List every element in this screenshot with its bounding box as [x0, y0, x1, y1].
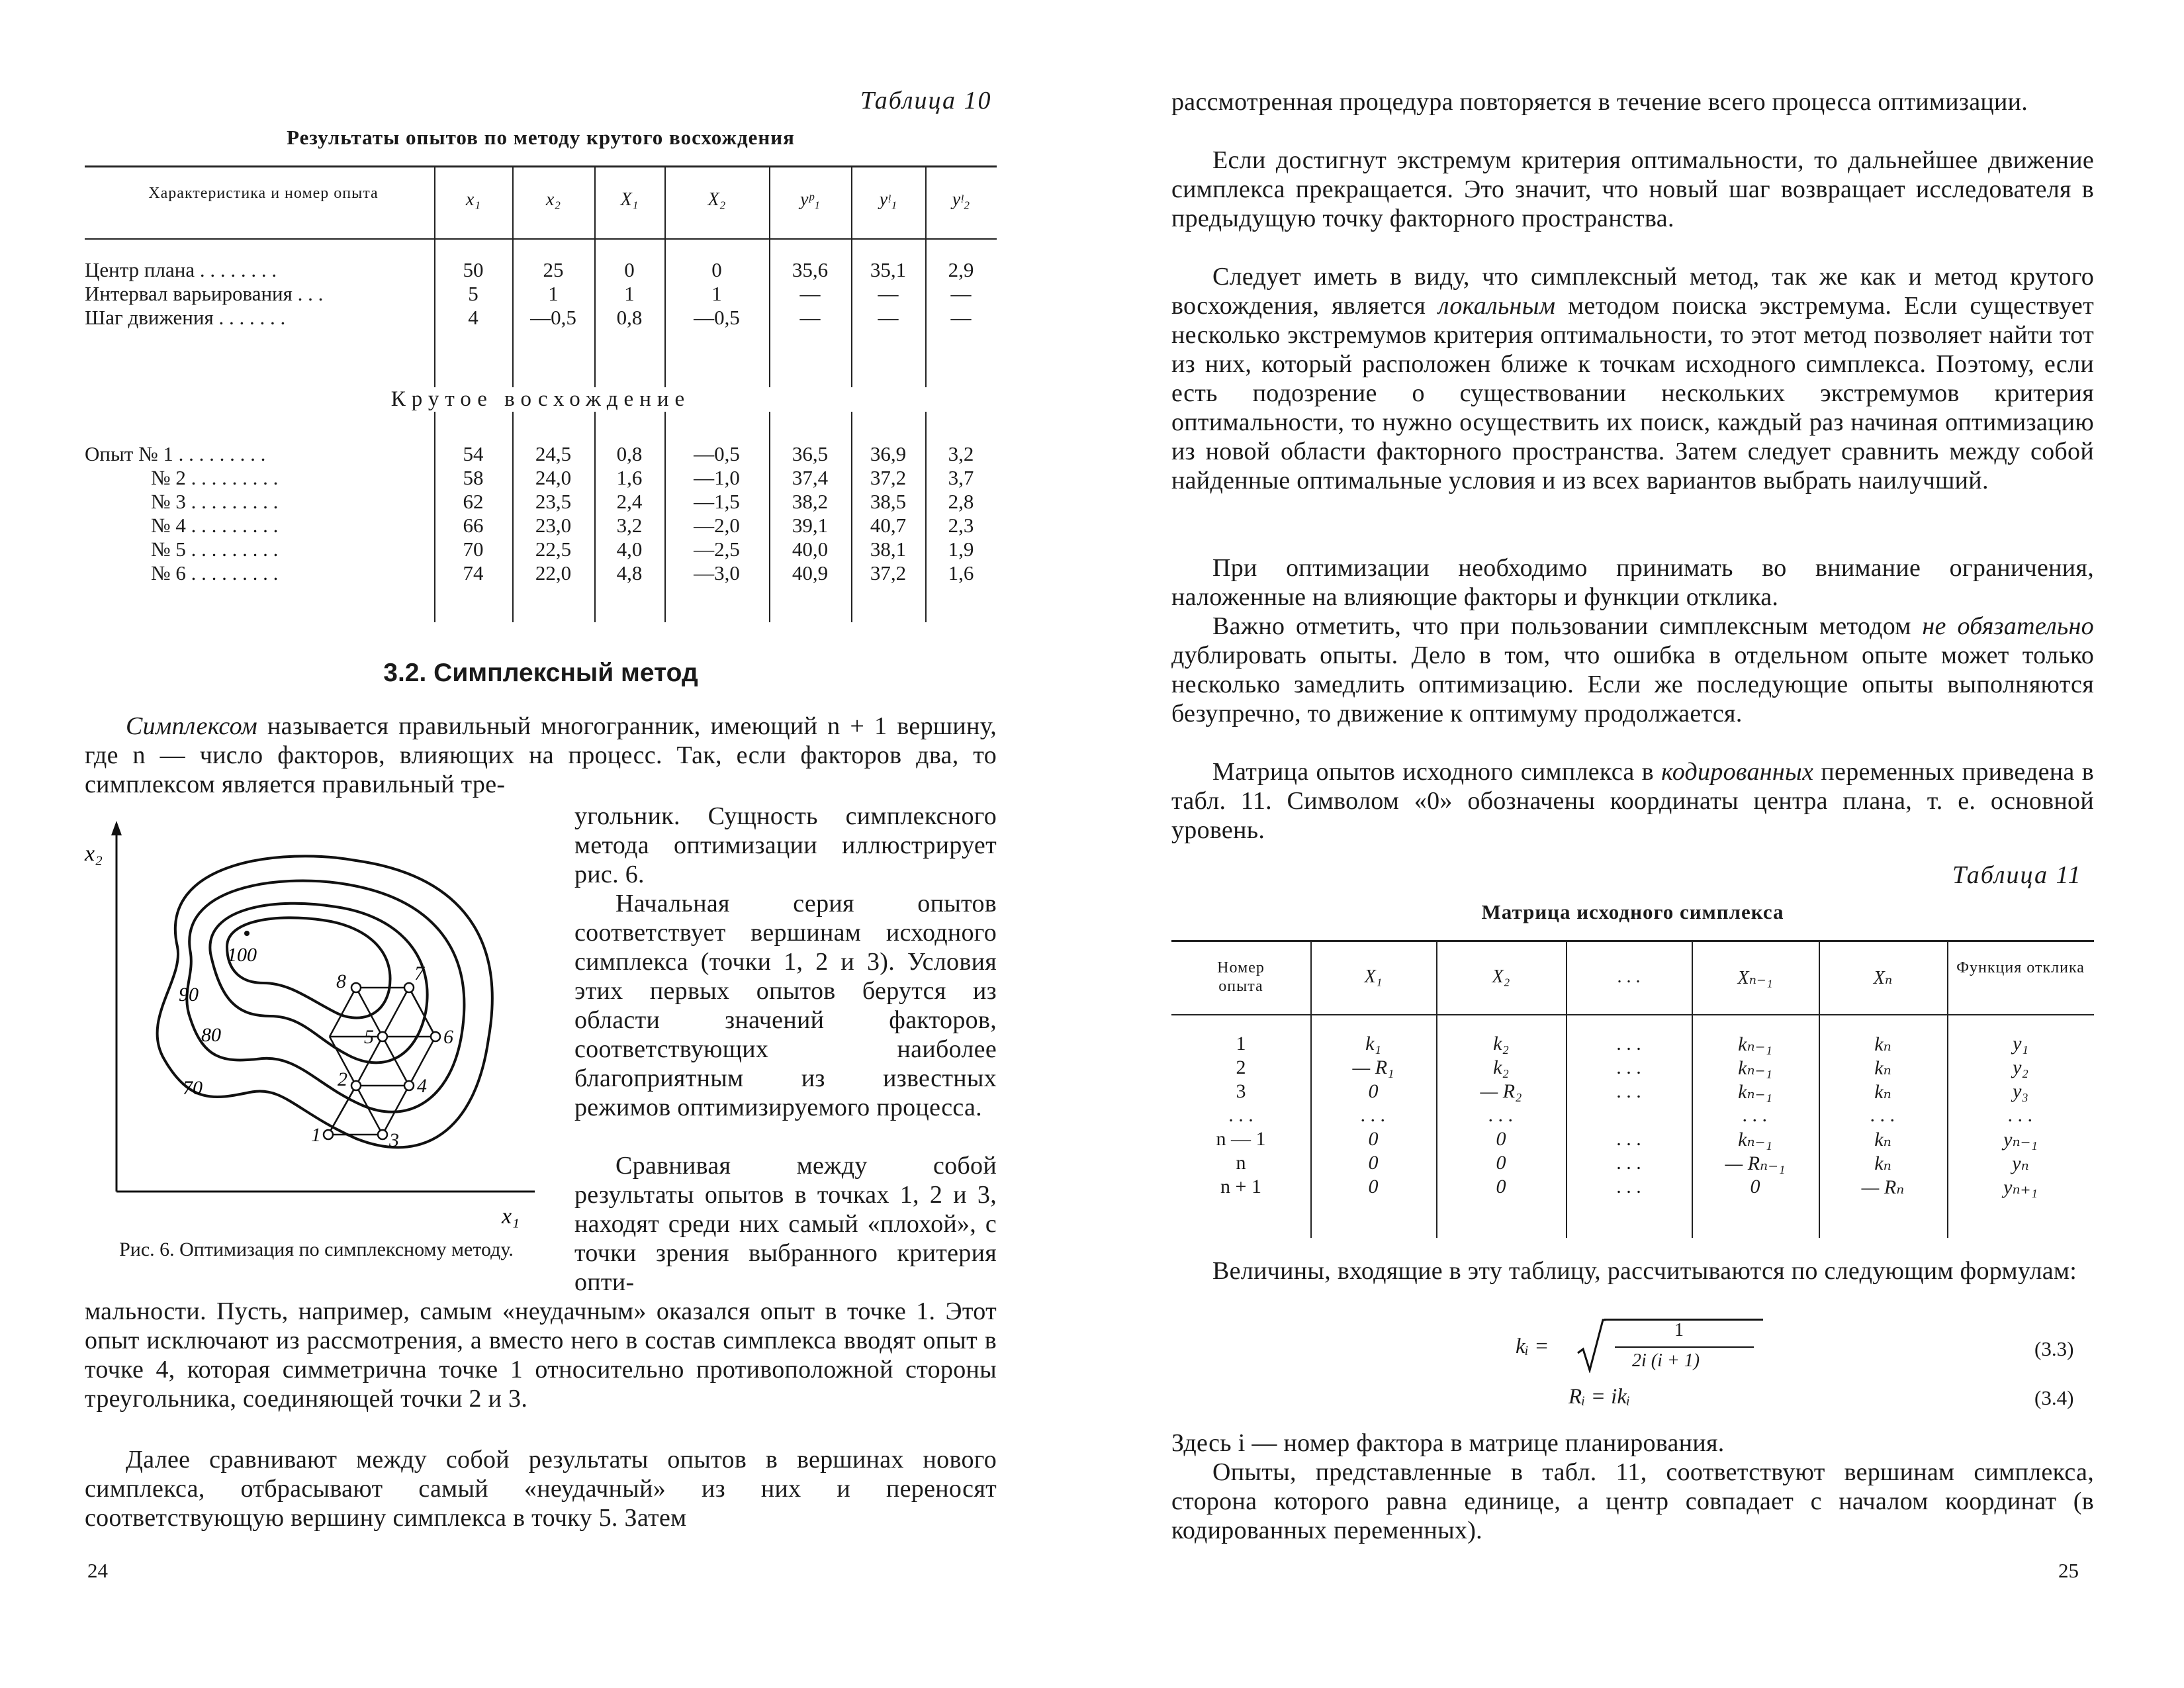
left-para-3: Начальная серия опытов соответствует вершинам исходного симплекса (точки 1, 2 и 3). Условия этих первых опытов берутся из области значений факторов, соответствующих наиболее благоприятным из известных режимов оптимизируемого процесса. — [574, 890, 997, 1121]
right-para-7: Величины, входящие в эту таблицу, рассчитываются по следующим формулам: — [1212, 1257, 2077, 1285]
fig-point-label: 5 — [364, 1026, 374, 1048]
table10-cell: —3,0 — [694, 561, 740, 585]
table11-cell: yₙ₊₁ — [2003, 1176, 2038, 1198]
table11-header-X1: X₁ — [1364, 966, 1383, 987]
table10-label: Таблица 10 — [860, 87, 992, 115]
table11-cell: . . . — [1616, 1033, 1641, 1055]
table11-header-Xn-1: Xₙ₋₁ — [1737, 968, 1773, 988]
table10-cell: 35,6 — [792, 258, 829, 281]
table10-cell: 1 — [711, 282, 722, 305]
table11-label: Таблица 11 — [1952, 861, 2082, 889]
table10-cell: 38,1 — [870, 538, 907, 561]
table11-row-number: n — 1 — [1216, 1128, 1266, 1150]
table10-cell: 62 — [463, 490, 484, 513]
right-para-3: Следует иметь в виду, что симплексный метод, так же как и метод крутого восхождения, является локальным методом поиска экстремума. Если существует несколько экстремумов критерия оптимальности, то этот метод позволяет найти тот из них, который расположен ближе к точкам исходного симплекса. Поэтому, если есть подозрение о существовании нескольких экстремумов критерия оптимальности, то нужно осуществить их поиск, каждый раз начиная оптимизацию из новой области факторного пространства. Затем следует сравнить между собой найденные оптимальные условия и из всех вариантов выбрать наилучший. — [1171, 263, 2094, 494]
fig-vertex — [378, 1032, 387, 1041]
table10-cell: — — [878, 282, 899, 305]
table10-cell: 22,5 — [535, 538, 572, 561]
right-para-8: Здесь i — номер фактора в матрице планирования. — [1171, 1429, 1725, 1457]
table10-row-label: № 2 . . . . . . . . . — [151, 466, 279, 489]
table10-cell: 38,2 — [792, 490, 829, 513]
table10-cell: 1,6 — [948, 561, 974, 585]
table11-cell: . . . — [1616, 1080, 1641, 1102]
right-para-6: Матрица опытов исходного симплекса в кодированных переменных приведена в табл. 11. Символом «0» обозначены координаты центра плана, т. е. основной уровень. — [1171, 758, 2094, 844]
table10-cell: 3,2 — [616, 514, 643, 537]
figure-caption: Рис. 6. Оптимизация по симплексному методу. — [119, 1239, 514, 1260]
table10-cell: 37,2 — [870, 466, 907, 489]
table11-cell: . . . — [1616, 1056, 1641, 1078]
table11-header-X2: X₂ — [1492, 966, 1510, 987]
formula-3-3-lhs: kᵢ = — [1516, 1335, 1549, 1358]
table11 — [1171, 940, 2094, 1238]
fig-axis-x-label: x₁ — [502, 1204, 520, 1229]
table11-cell: kₙ₋₁ — [1738, 1081, 1772, 1103]
table10-cell: 2,4 — [616, 490, 643, 513]
sqrt-sign-stroke — [1578, 1320, 1606, 1370]
table10-cell: 24,5 — [535, 442, 572, 465]
formula-3-3 — [1516, 1317, 1860, 1377]
fig-point-label: 3 — [389, 1129, 399, 1151]
table11-cell: . . . — [1743, 1104, 1768, 1126]
table11-cell: . . . — [1361, 1104, 1386, 1126]
table11-cell: . . . — [2008, 1104, 2033, 1126]
table11-cell: . . . — [1616, 1176, 1641, 1197]
table10-row-label: Опыт № 1 . . . . . . . . . — [85, 442, 266, 465]
table10-header-y1e: yᵎ₁ — [879, 189, 897, 210]
formula-3-4: Rᵢ = ikᵢ — [1569, 1385, 1631, 1409]
table10-cell: —1,5 — [694, 490, 740, 513]
table10-cell: 22,0 — [535, 561, 572, 585]
table10-cell: —1,0 — [694, 466, 740, 489]
fig-optimum-dot — [244, 931, 250, 936]
right-para-4: При оптимизации необходимо принимать во внимание ограничения, наложенные на влияющие факторы и функции отклика. — [1171, 554, 2094, 611]
table10-cell: —0,5 — [694, 442, 740, 465]
fig-triangle-edge — [328, 1086, 356, 1135]
table10-subhead: Крутое восхождение — [85, 387, 997, 412]
table10-cell: 0,8 — [616, 442, 643, 465]
right-para-9: Опыты, представленные в табл. 11, соответствуют вершинам симплекса, сторона которого равна единице, а центр совпадает с началом координат (в кодированных переменных). — [1171, 1458, 2094, 1544]
table10-cell: 3,7 — [948, 466, 974, 489]
table10-cell: 2,9 — [948, 258, 974, 281]
table10-cell: 70 — [463, 538, 484, 561]
right-para-1: рассмотренная процедура повторяется в течение всего процесса оптимизации. — [1171, 88, 2028, 116]
table10-header-y1p: yᵖ₁ — [799, 189, 821, 210]
table10-cell: 37,2 — [870, 561, 907, 585]
table10-cell: 35,1 — [870, 258, 907, 281]
table11-cell: . . . — [1616, 1128, 1641, 1150]
fig-point-label: 6 — [443, 1026, 453, 1048]
table10-row-label: № 4 . . . . . . . . . — [151, 514, 279, 537]
table11-cell: — Rₙ — [1861, 1176, 1905, 1198]
fig-vertex — [431, 1032, 440, 1041]
table10-cell: 4,0 — [616, 538, 643, 561]
table10-cell: 38,5 — [870, 490, 907, 513]
table11-cell: 0 — [1368, 1152, 1379, 1174]
table10-cell: 1 — [548, 282, 559, 305]
table11-cell: 0 — [1496, 1176, 1506, 1197]
table11-cell: 0 — [1368, 1176, 1379, 1197]
page-number-left: 24 — [87, 1559, 108, 1582]
table10-header-rule — [85, 238, 997, 240]
table10-cell: 23,5 — [535, 490, 572, 513]
table10-header-first: Характеристика и номер опыта — [148, 185, 379, 202]
term-simplex: Симплексом — [126, 712, 258, 740]
table11-row-number: . . . — [1228, 1104, 1253, 1126]
table11-header-ellipsis: . . . — [1617, 966, 1641, 987]
fig-point-label: 4 — [417, 1075, 427, 1097]
table11-cell: kₙ — [1874, 1081, 1891, 1103]
left-para-2: угольник. Сущность симплексного метода оптимизации иллюстрирует рис. 6. — [574, 802, 997, 888]
table11-cell: k₂ — [1493, 1056, 1509, 1078]
table10-cell: 1,9 — [948, 538, 974, 561]
table11-cell: k₂ — [1493, 1033, 1509, 1055]
table11-cell: 0 — [1368, 1128, 1379, 1150]
left-para-1: Симплексом называется правильный многогранник, имеющий n + 1 вершину, где n — число факторов, влияющих на процесс. Так, если факторов два, то симплексом является правильный тре- — [85, 712, 997, 798]
table10-cell: 5 — [468, 282, 478, 305]
fig-triangle-edge — [409, 988, 435, 1037]
formula-3-3-denominator: 2i (i + 1) — [1632, 1350, 1700, 1371]
table10 — [85, 165, 997, 622]
fig-vertex — [378, 1130, 387, 1139]
fig-contour-label: 90 — [179, 984, 199, 1006]
table10-header-X1: X₁ — [620, 189, 639, 210]
table11-cell: 0 — [1496, 1128, 1506, 1150]
table10-cell: 1 — [624, 282, 635, 305]
table11-cell: kₙ — [1874, 1033, 1891, 1055]
table10-cell: — — [878, 306, 899, 329]
table10-cell: 1,6 — [616, 466, 643, 489]
fig-point-label: 2 — [338, 1068, 347, 1090]
fig-vertex — [404, 983, 414, 992]
eq-number-3-3: (3.3) — [2034, 1337, 2074, 1360]
formula-3-3-rule — [1604, 1319, 1763, 1321]
table10-cell: 66 — [463, 514, 484, 537]
table11-cell: — Rₙ₋₁ — [1725, 1152, 1786, 1174]
table10-cell: 36,9 — [870, 442, 907, 465]
table10-cell: 39,1 — [792, 514, 829, 537]
fig-contour-label: 80 — [201, 1024, 221, 1046]
table10-cell: 2,8 — [948, 490, 974, 513]
table10-header-y2e: yᵎ₂ — [952, 189, 970, 210]
table10-cell: 36,5 — [792, 442, 829, 465]
fig-axis-y-label: x₂ — [85, 841, 103, 866]
table10-row-label: № 5 . . . . . . . . . — [151, 538, 279, 561]
table10-header-x1: x₁ — [465, 189, 481, 210]
table10-cell: 40,0 — [792, 538, 829, 561]
table11-row-number: 2 — [1236, 1056, 1246, 1078]
figure-simplex-optimization — [78, 821, 555, 1231]
right-para-2: Если достигнут экстремум критерия оптимальности, то дальнейшее движение симплекса прекращается. Это значит, что новый шаг возвращает исследователя в предыдущую точку факторного пространства. — [1171, 146, 2094, 232]
table11-cell: kₙ — [1874, 1129, 1891, 1150]
table10-row-label: Центр плана . . . . . . . . — [85, 258, 277, 281]
term-coded: кодированных — [1661, 758, 1814, 786]
table10-cell: 37,4 — [792, 466, 829, 489]
fig-contour-100 — [227, 917, 390, 1017]
table11-cell: . . . — [1870, 1104, 1895, 1126]
table10-cell: 24,0 — [535, 466, 572, 489]
table10-title: Результаты опытов по методу крутого восхождения — [287, 126, 795, 149]
table10-cell: 74 — [463, 561, 484, 585]
table11-cell: . . . — [1616, 1152, 1641, 1174]
table11-cell: — R₁ — [1352, 1056, 1394, 1078]
table10-cell: 40,9 — [792, 561, 829, 585]
right-page — [1092, 0, 2184, 1688]
table10-cell: —0,5 — [530, 306, 576, 329]
table10-cell: 0,8 — [616, 306, 643, 329]
table10-cell: 3,2 — [948, 442, 974, 465]
table11-cell: yₙ — [2012, 1152, 2029, 1174]
sqrt-sign-icon — [1576, 1319, 1606, 1373]
term-local: локальным — [1438, 292, 1556, 320]
table10-cell: 25 — [543, 258, 564, 281]
table10-cell: 40,7 — [870, 514, 907, 537]
table11-cell: 0 — [1368, 1080, 1379, 1102]
table10-cell: —2,5 — [694, 538, 740, 561]
table11-cell: . . . — [1488, 1104, 1514, 1126]
table10-row-label: № 6 . . . . . . . . . — [151, 561, 279, 585]
table10-row-label: Интервал варьирования . . . — [85, 282, 324, 305]
fig-vertex — [351, 1081, 361, 1090]
table11-cell: kₙ₋₁ — [1738, 1129, 1772, 1150]
table10-cell: — — [950, 306, 972, 329]
table11-cell: y₁ — [2013, 1033, 2028, 1055]
table11-cell: y₃ — [2013, 1080, 2028, 1102]
table11-title: Матрица исходного симплекса — [1481, 900, 1784, 923]
table11-cell: yₙ₋₁ — [2003, 1129, 2038, 1150]
table10-cell: — — [799, 282, 821, 305]
term-not-necessary: не обязательно — [1922, 612, 2094, 640]
section-heading: 3.2. Симплексный метод — [383, 659, 698, 687]
table10-row-label: Шаг движения . . . . . . . — [85, 306, 286, 329]
table10-cell: 54 — [463, 442, 484, 465]
table11-header-Xn: Xₙ — [1873, 968, 1893, 988]
left-para-4: Сравнивая между собой результаты опытов в точках 1, 2 и 3, находят среди них самый «плохой», с точки зрения выбранного критерия опти- — [574, 1152, 997, 1296]
table10-cell: 23,0 — [535, 514, 572, 537]
fig-vertex — [351, 983, 361, 992]
table10-cell: 4,8 — [616, 561, 643, 585]
table11-header-last: Функция отклика — [1956, 959, 2085, 976]
table11-header-first: Номер опыта — [1217, 959, 1265, 995]
fig-contour-label: 100 — [227, 944, 257, 966]
table10-header-X2: X₂ — [707, 189, 726, 210]
table10-cell: — — [799, 306, 821, 329]
table11-cell: k₁ — [1365, 1033, 1381, 1055]
fig-point-label: 8 — [336, 970, 346, 992]
eq-number-3-4: (3.4) — [2034, 1386, 2074, 1409]
table11-cell: kₙ₋₁ — [1738, 1033, 1772, 1055]
table11-cell: 0 — [1750, 1176, 1760, 1197]
page-number-right: 25 — [2058, 1559, 2079, 1582]
fig-contour-70 — [158, 856, 492, 1147]
left-para-5: мальности. Пусть, например, самым «неудачным» оказался опыт в точке 1. Этот опыт исключают из рассмотрения, а вместо него в состав симплекса вводят опыт в точке 4, которая симметрична точке 1 относительно противоположной стороны треугольника, соединяющей точки 2 и 3. — [85, 1297, 997, 1413]
table10-cell: 4 — [468, 306, 478, 329]
right-para-5: Важно отметить, что при пользовании симплексным методом не обязательно дублировать опыты. Дело в том, что ошибка в отдельном опыте может только несколько замедлить оптимизацию. Если же последующие опыты выполняются безупречно, то движение к оптимуму продолжается. — [1171, 612, 2094, 727]
formula-3-3-fraction-bar — [1615, 1346, 1754, 1348]
table10-header-x2: x₂ — [545, 189, 561, 210]
table10-row-label: № 3 . . . . . . . . . — [151, 490, 279, 513]
fig-vertex — [404, 1081, 414, 1090]
fig-contour-label: 70 — [183, 1077, 203, 1099]
table11-row-number: n + 1 — [1220, 1176, 1261, 1197]
table11-cell: — R₂ — [1480, 1080, 1522, 1102]
table10-cell: 2,3 — [948, 514, 974, 537]
fig-vertex — [324, 1130, 333, 1139]
table11-cell: kₙ₋₁ — [1738, 1057, 1772, 1079]
fig-point-label: 1 — [311, 1124, 321, 1146]
table10-cell: 0 — [711, 258, 722, 281]
table11-cell: kₙ — [1874, 1057, 1891, 1079]
table10-top-rule — [85, 165, 997, 167]
table10-cell: 0 — [624, 258, 635, 281]
table10-cell: 50 — [463, 258, 484, 281]
table10-cell: —2,0 — [694, 514, 740, 537]
table10-cell: — — [950, 282, 972, 305]
table10-cell: 58 — [463, 466, 484, 489]
table11-cell: 0 — [1496, 1152, 1506, 1174]
formula-3-3-numerator: 1 — [1674, 1320, 1684, 1340]
table11-row-number: 1 — [1236, 1033, 1246, 1055]
table11-row-number: 3 — [1236, 1080, 1246, 1102]
fig-point-label: 7 — [414, 962, 424, 984]
left-para-6: Далее сравнивают между собой результаты опытов в вершинах нового симплекса, отбрасывают самый «неудачный» из них и переносят соответствующую вершину симплекса в точку 5. Затем — [85, 1446, 997, 1532]
fig-axis-y-arrow — [111, 821, 122, 835]
table10-cell: —0,5 — [694, 306, 740, 329]
table11-cell: y₂ — [2013, 1056, 2028, 1078]
table11-cell: kₙ — [1874, 1152, 1891, 1174]
table11-row-number: n — [1236, 1152, 1246, 1174]
